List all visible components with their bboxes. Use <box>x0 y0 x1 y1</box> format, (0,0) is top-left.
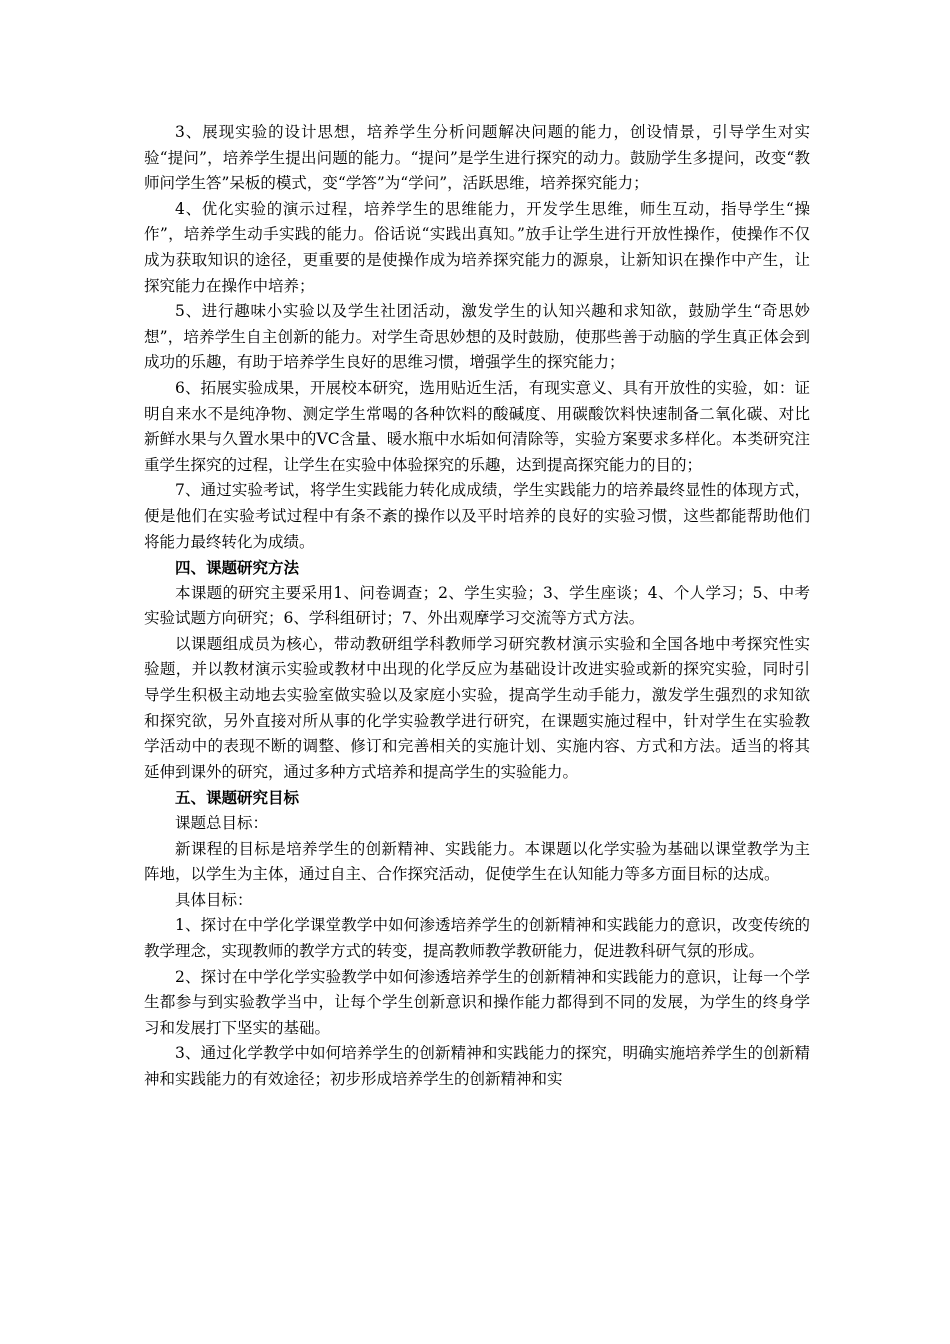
paragraph-methods-detail: 以课题组成员为核心，带动教研组学科教师学习研究教材演示实验和全国各地中考探究性实验题，并以教材演示实验或教材中出现的化学反应为基础设计改进实验或新的探究实验，同时引导学生积极主动地去实验室做实验以及家庭小实验，提高学生动手能力，激发学生强烈的求知欲和探究欲，另外直接对所从事的化学实验教学进行研究，在课题实施过程中，针对学生在实验教学活动中的表现不断的调整、修订和完善相关的实施计划、实施内容、方式和方法。适当的将其延伸到课外的研究，通过多种方式培养和提高学生的实验能力。 <box>144 634 810 781</box>
paragraph-item-7: 7、通过实验考试，将学生实践能力转化成成绩，学生实践能力的培养最终显性的体现方式，便是他们在实验考试过程中有条不紊的操作以及平时培养的良好的实验习惯，这些都能帮助他们将能力最终转化为成绩。 <box>144 481 810 551</box>
paragraph-goal-3: 3、通过化学教学中如何培养学生的创新精神和实践能力的探究，明确实施培养学生的创新精神和实践能力的有效途径；初步形成培养学生的创新精神和实 <box>144 1044 810 1088</box>
paragraph-methods-list: 本课题的研究主要采用1、问卷调查；2、学生实验；3、学生座谈；4、个人学习；5、中考实验试题方向研究；6、学科组研讨；7、外出观摩学习交流等方式方法。 <box>144 583 810 628</box>
paragraph-item-4: 4、优化实验的演示过程，培养学生的思维能力，开发学生思维，师生互动，指导学生“操作”，培养学生动手实践的能力。俗话说“实践出真知。”放手让学生进行开放性操作，使操作不仅成为获取知识的途径，更重要的是使操作成为培养探究能力的源泉，让新知识在操作中产生，让探究能力在操作中培养； <box>144 199 810 295</box>
section-heading-methods: 四、课题研究方法 <box>175 558 300 578</box>
paragraph-item-3: 3、展现实验的设计思想，培养学生分析问题解决问题的能力，创设情景，引导学生对实验“提问”，培养学生提出问题的能力。“提问”是学生进行探究的动力。鼓励学生多提问，改变“教师问学生答”呆板的模式，变“学答”为“学问”，活跃思维，培养探究能力； <box>144 123 810 193</box>
paragraph-overall-goal-label: 课题总目标： <box>175 814 269 833</box>
paragraph-overall-goal: 新课程的目标是培养学生的创新精神、实践能力。本课题以化学实验为基础以课堂教学为主阵地，以学生为主体，通过自主、合作探究活动，促使学生在认知能力等多方面目标的达成。 <box>144 839 810 884</box>
section-heading-goals: 五、课题研究目标 <box>175 788 300 808</box>
paragraph-specific-goals-label: 具体目标： <box>175 890 253 909</box>
paragraph-item-5: 5、进行趣味小实验以及学生社团活动，激发学生的认知兴趣和求知欲，鼓励学生“奇思妙想”，培养学生自主创新的能力。对学生奇思妙想的及时鼓励，使那些善于动脑的学生真正体会到成功的乐趣，有助于培养学生良好的思维习惯，增强学生的探究能力； <box>144 302 810 372</box>
paragraph-item-6: 6、拓展实验成果，开展校本研究，选用贴近生活，有现实意义、具有开放性的实验，如：证明自来水不是纯净物、测定学生常喝的各种饮料的酸碱度、用碳酸饮料快速制备二氧化碳、对比新鲜水果与久置水果中的VC含量、暖水瓶中水垢如何清除等，实验方案要求多样化。本类研究注重学生探究的过程，让学生在实验中体验探究的乐趣，达到提高探究能力的目的； <box>144 378 810 474</box>
paragraph-goal-1: 1、探讨在中学化学课堂教学中如何渗透培养学生的创新精神和实践能力的意识，改变传统的教学理念，实现教师的教学方式的转变，提高教师教学教研能力，促进教科研气氛的形成。 <box>144 916 810 960</box>
paragraph-goal-2: 2、探讨在中学化学实验教学中如何渗透培养学生的创新精神和实践能力的意识，让每一个学生都参与到实验教学当中，让每个学生创新意识和操作能力都得到不同的发展，为学生的终身学习和发展打下坚实的基础。 <box>144 967 810 1037</box>
document-page <box>144 120 810 1093</box>
